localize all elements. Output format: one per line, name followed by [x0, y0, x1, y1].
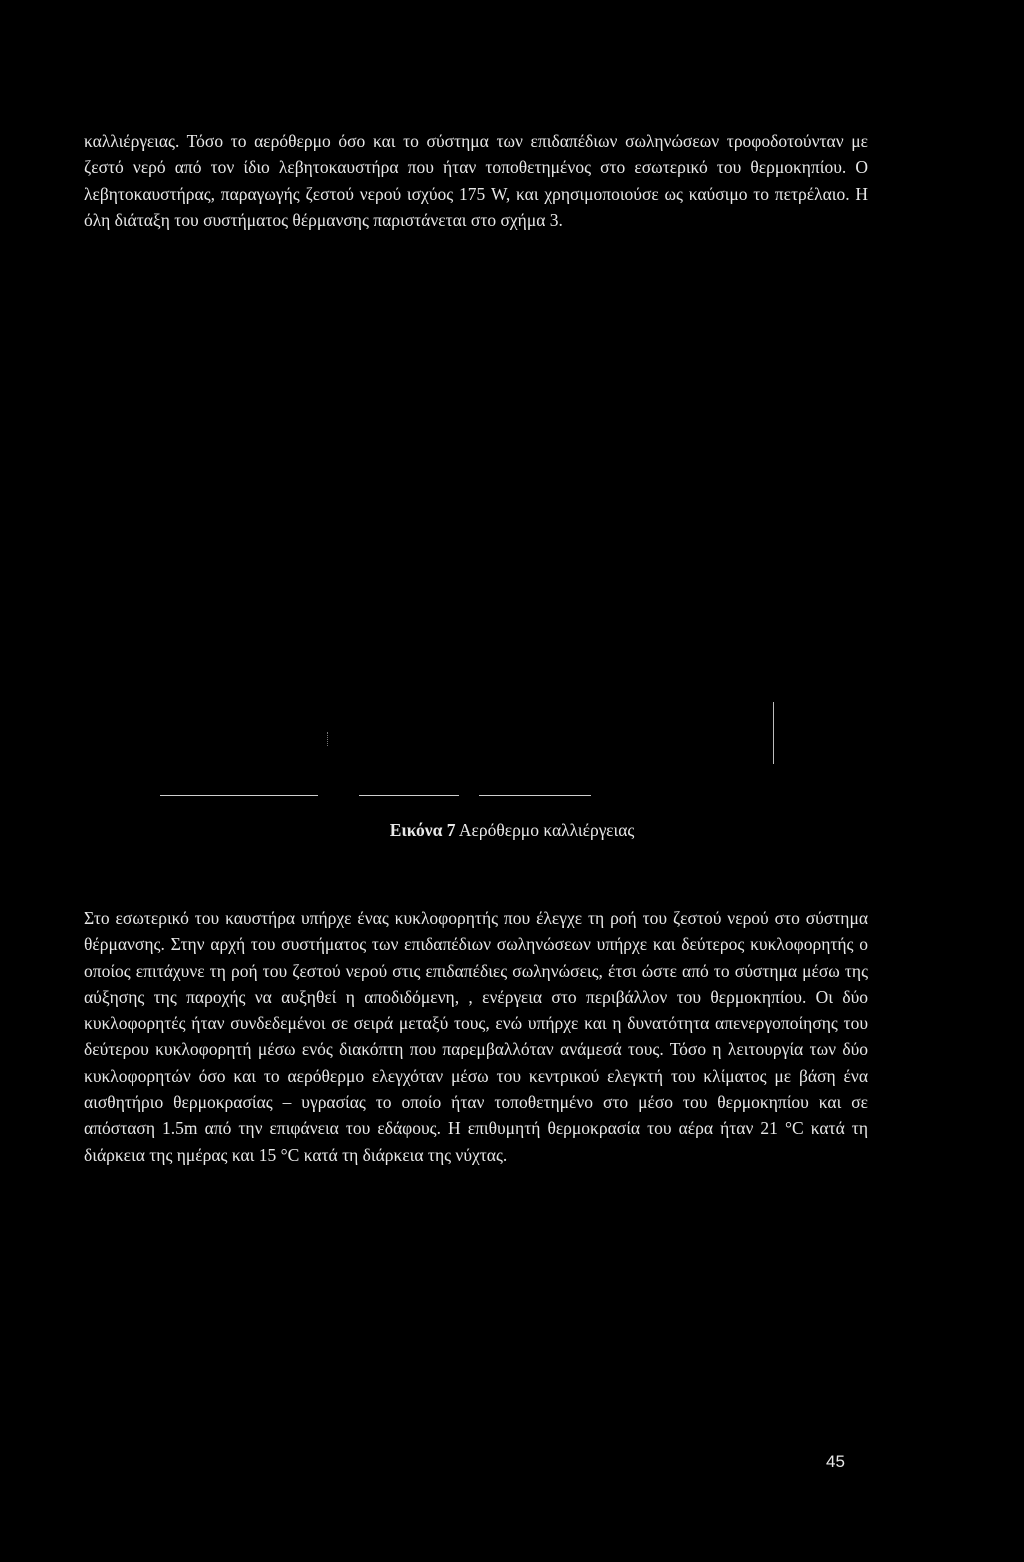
figure-caption — [0, 820, 1024, 841]
page-number: 45 — [826, 1452, 845, 1471]
figure-baseline-segment — [160, 795, 318, 796]
figure-caption-label: Εικόνα 7 — [389, 820, 456, 840]
figure-vertical-line — [773, 702, 774, 764]
paragraph-main: Στο εσωτερικό του καυστήρα υπήρχε ένας κυκλοφορητής που έλεγχε τη ροή του ζεστού νερού στο σύστημα θέρμανσης. Στην αρχή του συστήματος των επιδαπέδιων σωληνώσεων υπήρχε και δεύτερος κυκλοφορητής ο οποίος επιτάχυνε τη ροή του ζεστού νερού στις επιδαπέδιες σωληνώσεις, έτσι ώστε από το σύστημα μέσω της αύξησης της παροχής να αυξηθεί η αποδιδόμενη, , ενέργεια στο περιβάλλον του θερμοκηπίου. Οι δύο κυκλοφορητές ήταν συνδεδεμένοι σε σειρά μεταξύ τους, ενώ υπήρχε και η δυνατότητα απενεργοποίησης του δεύτερου κυκλοφορητή μέσω ενός διακόπτη που παρεμβαλλόταν ανάμεσά τους. Τόσο η λειτουργία των δύο κυκλοφορητών όσο και το αερόθερμο ελεγχόταν μέσω του κεντρικού ελεγκτή του κλίματος με βάση ένα αισθητήριο θερμοκρασίας – υγρασίας το οποίο ήταν τοποθετημένο στο μέσο του θερμοκηπίου και σε απόσταση 1.5m από την επιφάνεια του εδάφους. Η επιθυμητή θερμοκρασία του αέρα ήταν 21 °C κατά τη διάρκεια της ημέρας και 15 °C κατά τη διάρκεια της νύχτας. — [84, 908, 868, 1165]
figure-baseline-segment — [479, 795, 591, 796]
paragraph-top: καλλιέργειας. Τόσο το αερόθερμο όσο και το σύστημα των επιδαπέδιων σωληνώσεων τροφοδοτούνταν με ζεστό νερό από τον ίδιο λεβητοκαυστήρα που ήταν τοποθετημένος στο εσωτερικό του θερμοκηπίου. Ο λεβητοκαυστήρας, παραγωγής ζεστού νερού ισχύος 175 W, και χρησιμοποιούσε ως καύσιμο το πετρέλαιο. Η όλη διάταξη του συστήματος θέρμανσης παριστάνεται στο σχήμα 3. — [84, 131, 868, 230]
figure-dotted-mark — [327, 732, 329, 746]
figure-baseline-segment — [359, 795, 459, 796]
figure-image — [84, 280, 868, 810]
figure-caption-text: Αερόθερμο καλλιέργειας — [455, 820, 635, 840]
